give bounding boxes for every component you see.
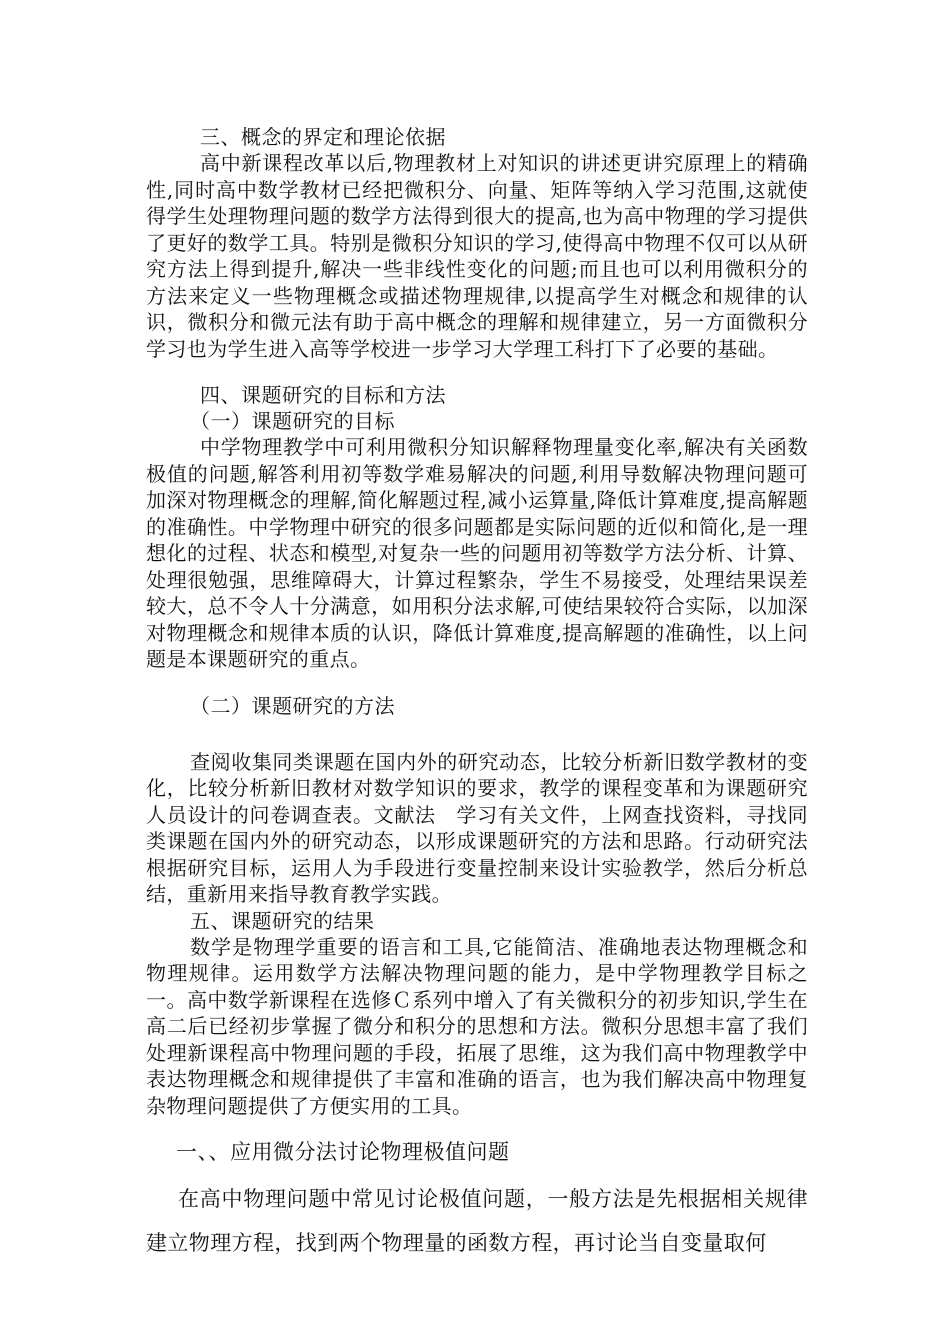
paragraph-results: 数学是物理学重要的语言和工具,它能简洁、准确地表达物理概念和物理规律。运用数学方法解决物理问题的能力，是中学物理教学目标之一。高中数学新课程在选修Ｃ系列中增入了有关微积分的初步知识,学生在高二后已经初步掌握了微分和积分的思想和方法。微积分思想丰富了我们处理新课程高中物理问题的手段，拓展了思维，这为我们高中物理教学中表达物理概念和规律提供了丰富和准确的语言，也为我们解决高中物理复杂物理问题提供了方便实用的工具。 [146, 934, 808, 1118]
subsection-heading-goals: （一）课题研究的目标 [190, 409, 395, 433]
spacer [146, 362, 808, 382]
paragraph-goals: 中学物理教学中可利用微积分知识解释物理量变化率,解决有关函数极值的问题,解答利用初等数学难易解决的问题,利用导数解决物理问题可加深对物理概念的理解,简化解题过程,减小运算量,降低计算难度,提高解题的准确性。中学物理中研究的很多问题都是实际问题的近似和简化,是一理想化的过程、状态和模型,对复杂一些的问题用初等数学方法分析、计算、处理很勉强，思维障碍大，计算过程繁杂，学生不易接受，处理结果误差较大，总不令人十分满意，如用积分法求解,可使结果较符合实际，以加深对物理概念和规律本质的认识，降低计算难度,提高解题的准确性，以上问题是本课题研究的重点。 [146, 435, 808, 671]
paragraph-concepts: 高中新课程改革以后,物理教材上对知识的讲述更讲究原理上的精确性,同时高中数学教材已经把微积分、向量、矩阵等纳入学习范围,这就使得学生处理物理问题的数学方法得到很大的提高,也为高中物理的学习提供了更好的数学工具。特别是微积分知识的学习,使得高中物理不仅可以从研究方法上得到提升,解决一些非线性变化的问题;而且也可以利用微积分的方法来定义一些物理概念或描述物理规律,以提高学生对概念和规律的认识，微积分和微元法有助于高中概念的理解和规律建立，另一方面微积分学习也为学生进入高等学校进一步学习大学理工科打下了必要的基础。 [146, 151, 808, 361]
section-heading-goals-methods: 四、课题研究的目标和方法 [200, 383, 446, 407]
paragraph-methods: 查阅收集同类课题在国内外的研究动态，比较分析新旧数学教材的变化，比较分析新旧教材对数学知识的要求，教学的课程变革和为课题研究人员设计的问卷调查表。文献法 学习有关文件，上网查找资料，寻找同类课题在国内外的研究动态，以形成课题研究的方法和思路。行动研究法 根据研究目标，运用人为手段进行变量控制来设计实验教学，然后分析总结，重新用来指导教育教学实践。 [146, 749, 829, 906]
spacer [146, 719, 808, 749]
section-heading-concepts: 三、概念的界定和理论依据 [200, 125, 446, 149]
section-heading-derivative-extrema: 一、、应用微分法讨论物理极值问题 [176, 1140, 510, 1164]
paragraph-derivative-extrema: 在高中物理问题中常见讨论极值问题，一般方法是先根据相关规律建立物理方程，找到两个物理量的函数方程，再讨论当自变量取何 [146, 1187, 808, 1255]
subsection-heading-methods: （二）课题研究的方法 [190, 693, 395, 718]
section-heading-results: 五、课题研究的结果 [190, 908, 375, 933]
spacer [146, 673, 808, 693]
section-derivative-extrema [146, 1137, 808, 1265]
document-body [146, 124, 829, 1265]
